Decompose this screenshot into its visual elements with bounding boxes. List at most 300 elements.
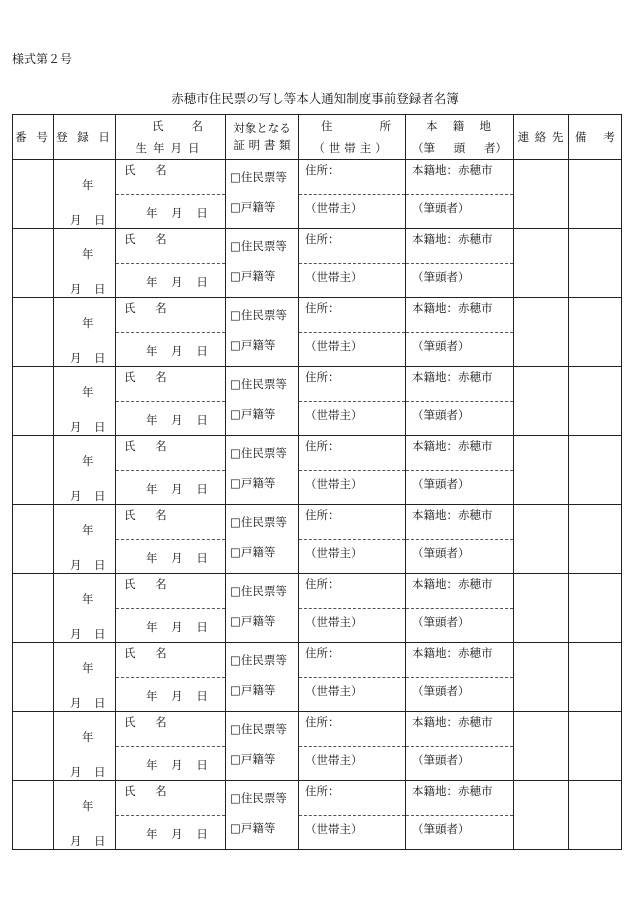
dob-day-label: 日 [196,412,208,427]
honseki-label: 本籍地：赤穂市 [412,232,493,246]
contact-cell[interactable] [514,298,569,367]
remarks-cell[interactable] [569,367,622,436]
dob-month-label: 月 [171,826,183,841]
householder-field[interactable] [299,264,405,298]
dob-day-label: 日 [196,205,208,220]
dob-field[interactable] [116,747,225,781]
dob-month-label: 月 [171,205,183,220]
checkbox-koseki[interactable] [226,470,298,504]
dob-field[interactable] [116,816,225,850]
honseki-label: 本籍地：赤穂市 [412,508,493,522]
name-field[interactable] [116,643,225,678]
header-honseki [406,115,514,160]
checkbox-koseki[interactable] [226,608,298,642]
remarks-cell[interactable] [569,229,622,298]
dob-field[interactable] [116,471,225,505]
number-cell[interactable] [13,505,54,574]
name-dob-cell[interactable] [116,436,226,505]
hittousha-field[interactable] [406,747,513,781]
honseki-field[interactable] [406,367,513,402]
honseki-field[interactable] [406,160,513,195]
checkbox-juminhyo[interactable] [226,643,298,677]
name-dob-cell[interactable] [116,160,226,229]
hittousha-label: （筆頭者） [412,752,470,767]
checkbox-koseki[interactable] [226,263,298,297]
householder-field[interactable] [299,195,405,229]
checkbox-juminhyo-label: □住民票等 [230,377,287,391]
address-label: 住所： [305,370,340,384]
remarks-cell[interactable] [569,643,622,712]
hittousha-field[interactable] [406,402,513,436]
name-label: 氏 名 [124,370,175,384]
address-cell[interactable] [299,712,406,781]
dob-field[interactable] [116,402,225,436]
honseki-cell[interactable] [406,505,514,574]
reg-day-label: 日 [94,696,106,710]
address-field[interactable] [299,643,405,678]
honseki-field[interactable] [406,712,513,747]
number-cell[interactable] [13,643,54,712]
certificate-cell [226,712,299,781]
name-dob-cell[interactable] [116,574,226,643]
address-cell[interactable] [299,229,406,298]
number-cell[interactable] [13,229,54,298]
address-field[interactable] [299,781,405,816]
header-cert-line1: 対象となる [233,120,291,135]
dob-year-label: 年 [146,757,158,772]
honseki-cell[interactable] [406,229,514,298]
address-field[interactable] [299,505,405,540]
dob-month-label: 月 [171,343,183,358]
checkbox-koseki[interactable] [226,539,298,573]
reg-day-label: 日 [94,627,106,641]
reg-day-label: 日 [94,558,106,572]
checkbox-juminhyo[interactable] [226,298,298,332]
name-field[interactable] [116,781,225,816]
householder-field[interactable] [299,678,405,712]
honseki-field[interactable] [406,781,513,816]
name-label: 氏 名 [124,232,175,246]
address-cell[interactable] [299,643,406,712]
householder-field[interactable] [299,609,405,643]
hittousha-label: （筆頭者） [412,545,470,560]
registration-date-cell[interactable] [54,160,116,229]
table-row [13,781,622,850]
honseki-field[interactable] [406,298,513,333]
checkbox-juminhyo[interactable] [226,160,298,194]
table-row [13,712,622,781]
address-label: 住所： [305,646,340,660]
certificate-cell [226,436,299,505]
honseki-cell[interactable] [406,781,514,850]
honseki-field[interactable] [406,229,513,264]
householder-field[interactable] [299,333,405,367]
householder-field[interactable] [299,402,405,436]
remarks-cell[interactable] [569,298,622,367]
honseki-field[interactable] [406,436,513,471]
dob-year-label: 年 [146,412,158,427]
honseki-cell[interactable] [406,367,514,436]
honseki-label: 本籍地：赤穂市 [412,439,493,453]
reg-day-label: 日 [94,489,106,503]
checkbox-juminhyo-label: □住民票等 [230,170,287,184]
reg-year-label: 年 [82,385,94,399]
householder-field[interactable] [299,540,405,574]
header-name-left: 氏 [152,119,164,133]
checkbox-koseki[interactable] [226,332,298,366]
householder-field[interactable] [299,471,405,505]
number-cell[interactable] [13,781,54,850]
certificate-cell [226,574,299,643]
checkbox-juminhyo[interactable] [226,229,298,263]
contact-cell[interactable] [514,574,569,643]
registration-date-cell[interactable] [54,781,116,850]
reg-month-label: 月 [70,696,82,710]
dob-field[interactable] [116,333,225,367]
name-field[interactable] [116,298,225,333]
registration-date-cell[interactable] [54,436,116,505]
address-label: 住所： [305,439,340,453]
certificate-cell [226,229,299,298]
name-dob-cell[interactable] [116,505,226,574]
contact-cell[interactable] [514,436,569,505]
header-remarks [569,115,622,160]
dob-field[interactable] [116,195,225,229]
checkbox-koseki[interactable] [226,677,298,711]
registration-date-cell[interactable] [54,574,116,643]
reg-month-label: 月 [70,351,82,365]
checkbox-juminhyo[interactable] [226,781,298,815]
certificate-cell [226,781,299,850]
certificate-cell [226,643,299,712]
name-field[interactable] [116,436,225,471]
checkbox-juminhyo[interactable] [226,436,298,470]
dob-day-label: 日 [196,481,208,496]
householder-label: （世帯主） [305,821,363,836]
address-cell[interactable] [299,367,406,436]
checkbox-koseki-label: □戸籍等 [230,752,276,766]
header-hittou-2: 頭 [453,141,466,155]
reg-year-label: 年 [82,592,94,606]
reg-month-label: 月 [70,558,82,572]
header-name-right: 名 [191,119,203,133]
address-label: 住所： [305,301,340,315]
reg-month-label: 月 [70,765,82,779]
dob-day-label: 日 [196,343,208,358]
reg-year-label: 年 [82,523,94,537]
name-dob-cell[interactable] [116,643,226,712]
dob-field[interactable] [116,264,225,298]
address-label: 住所： [305,232,340,246]
table-row [13,229,622,298]
header-honseki-1: 本 [426,119,438,133]
reg-day-label: 日 [94,351,106,365]
dob-day-label: 日 [196,826,208,841]
number-cell[interactable] [13,436,54,505]
honseki-label: 本籍地：赤穂市 [412,370,493,384]
honseki-cell[interactable] [406,436,514,505]
hittousha-field[interactable] [406,540,513,574]
number-cell[interactable] [13,160,54,229]
honseki-field[interactable] [406,505,513,540]
checkbox-juminhyo-label: □住民票等 [230,515,287,529]
dob-field[interactable] [116,540,225,574]
address-cell[interactable] [299,574,406,643]
remarks-cell[interactable] [569,781,622,850]
table-row [13,505,622,574]
checkbox-juminhyo-label: □住民票等 [230,791,287,805]
contact-cell[interactable] [514,712,569,781]
registry-table [12,114,622,850]
checkbox-juminhyo[interactable] [226,505,298,539]
hittousha-field[interactable] [406,333,513,367]
hittousha-label: （筆頭者） [412,200,470,215]
header-registration-date: 登 録 日 [54,115,116,160]
certificate-cell [226,505,299,574]
address-field[interactable] [299,436,405,471]
dob-day-label: 日 [196,688,208,703]
honseki-cell[interactable] [406,574,514,643]
dob-day-label: 日 [196,550,208,565]
header-row [13,115,622,160]
header-address [299,115,406,160]
reg-month-label: 月 [70,213,82,227]
address-field[interactable] [299,298,405,333]
reg-year-label: 年 [82,730,94,744]
registration-date-cell[interactable] [54,367,116,436]
reg-day-label: 日 [94,765,106,779]
dob-month-label: 月 [171,550,183,565]
hittousha-field[interactable] [406,264,513,298]
name-label: 氏 名 [124,301,175,315]
dob-year-label: 年 [146,826,158,841]
dob-year-label: 年 [146,343,158,358]
hittousha-field[interactable] [406,816,513,850]
checkbox-koseki[interactable] [226,194,298,228]
dob-month-label: 月 [171,757,183,772]
checkbox-koseki[interactable] [226,746,298,780]
reg-year-label: 年 [82,247,94,261]
householder-field[interactable] [299,816,405,850]
honseki-cell[interactable] [406,643,514,712]
name-dob-cell[interactable] [116,781,226,850]
checkbox-koseki-label: □戸籍等 [230,407,276,421]
form-number: 様式第２号 [12,52,73,66]
dob-day-label: 日 [196,757,208,772]
address-label: 住所： [305,508,340,522]
header-name-dob [116,115,226,160]
number-cell[interactable] [13,574,54,643]
hittousha-field[interactable] [406,471,513,505]
header-hittou-3: 者） [484,141,507,155]
header-householder: （世帯主） [313,141,391,155]
hittousha-label: （筆頭者） [412,821,470,836]
name-field[interactable] [116,229,225,264]
reg-month-label: 月 [70,627,82,641]
checkbox-koseki-label: □戸籍等 [230,683,276,697]
hittousha-label: （筆頭者） [412,407,470,422]
honseki-label: 本籍地：赤穂市 [412,577,493,591]
contact-cell[interactable] [514,367,569,436]
contact-cell[interactable] [514,643,569,712]
name-field[interactable] [116,712,225,747]
hittousha-field[interactable] [406,609,513,643]
certificate-cell [226,367,299,436]
dob-year-label: 年 [146,550,158,565]
address-label: 住所： [305,715,340,729]
address-cell[interactable] [299,436,406,505]
checkbox-juminhyo-label: □住民票等 [230,239,287,253]
honseki-cell[interactable] [406,712,514,781]
householder-label: （世帯主） [305,269,363,284]
name-dob-cell[interactable] [116,712,226,781]
dob-year-label: 年 [146,205,158,220]
address-field[interactable] [299,367,405,402]
address-field[interactable] [299,229,405,264]
certificate-cell [226,160,299,229]
reg-month-label: 月 [70,834,82,848]
dob-month-label: 月 [171,274,183,289]
checkbox-juminhyo-label: □住民票等 [230,722,287,736]
name-field[interactable] [116,160,225,195]
name-dob-cell[interactable] [116,229,226,298]
checkbox-koseki-label: □戸籍等 [230,338,276,352]
dob-month-label: 月 [171,619,183,634]
name-field[interactable] [116,574,225,609]
remarks-cell[interactable] [569,505,622,574]
registration-date-cell[interactable] [54,298,116,367]
householder-label: （世帯主） [305,476,363,491]
table-row [13,160,622,229]
address-cell[interactable] [299,505,406,574]
contact-cell[interactable] [514,505,569,574]
checkbox-juminhyo-label: □住民票等 [230,446,287,460]
name-label: 氏 名 [124,577,175,591]
checkbox-juminhyo[interactable] [226,367,298,401]
hittousha-field[interactable] [406,195,513,229]
address-field[interactable] [299,712,405,747]
remarks-cell[interactable] [569,712,622,781]
name-label: 氏 名 [124,439,175,453]
name-label: 氏 名 [124,715,175,729]
header-address-left: 住 [321,119,333,133]
dob-day-label: 日 [196,274,208,289]
registration-date-cell[interactable] [54,712,116,781]
number-cell[interactable] [13,298,54,367]
honseki-cell[interactable] [406,160,514,229]
number-cell[interactable] [13,367,54,436]
honseki-field[interactable] [406,574,513,609]
dob-year-label: 年 [146,688,158,703]
hittousha-field[interactable] [406,678,513,712]
address-label: 住所： [305,577,340,591]
reg-month-label: 月 [70,489,82,503]
address-cell[interactable] [299,298,406,367]
name-field[interactable] [116,505,225,540]
checkbox-koseki[interactable] [226,401,298,435]
name-label: 氏 名 [124,508,175,522]
name-field[interactable] [116,367,225,402]
reg-day-label: 日 [94,834,106,848]
contact-cell[interactable] [514,160,569,229]
checkbox-juminhyo[interactable] [226,574,298,608]
honseki-field[interactable] [406,643,513,678]
honseki-cell[interactable] [406,298,514,367]
name-dob-cell[interactable] [116,298,226,367]
householder-label: （世帯主） [305,683,363,698]
reg-year-label: 年 [82,178,94,192]
reg-day-label: 日 [94,213,106,227]
checkbox-juminhyo-label: □住民票等 [230,584,287,598]
certificate-cell [226,298,299,367]
contact-cell[interactable] [514,229,569,298]
address-field[interactable] [299,160,405,195]
dob-field[interactable] [116,609,225,643]
header-cert-line2: 証 明 書 類 [233,138,291,152]
checkbox-koseki-label: □戸籍等 [230,269,276,283]
registration-date-cell[interactable] [54,229,116,298]
address-cell[interactable] [299,160,406,229]
reg-day-label: 日 [94,282,106,296]
honseki-label: 本籍地：赤穂市 [412,784,493,798]
checkbox-juminhyo-label: □住民票等 [230,653,287,667]
householder-label: （世帯主） [305,407,363,422]
hittousha-label: （筆頭者） [412,614,470,629]
dob-month-label: 月 [171,688,183,703]
remarks-cell[interactable] [569,436,622,505]
checkbox-koseki-label: □戸籍等 [230,476,276,490]
checkbox-koseki-label: □戸籍等 [230,200,276,214]
contact-cell[interactable] [514,781,569,850]
registration-date-cell[interactable] [54,643,116,712]
checkbox-koseki-label: □戸籍等 [230,614,276,628]
address-field[interactable] [299,574,405,609]
name-label: 氏 名 [124,163,175,177]
hittousha-label: （筆頭者） [412,476,470,491]
reg-month-label: 月 [70,282,82,296]
table-row [13,574,622,643]
honseki-label: 本籍地：赤穂市 [412,715,493,729]
remarks-cell[interactable] [569,160,622,229]
honseki-label: 本籍地：赤穂市 [412,646,493,660]
honseki-label: 本籍地：赤穂市 [412,301,493,315]
name-dob-cell[interactable] [116,367,226,436]
header-hittou-1: （筆 [412,141,435,155]
number-cell[interactable] [13,712,54,781]
dob-year-label: 年 [146,481,158,496]
checkbox-juminhyo-label: □住民票等 [230,308,287,322]
checkbox-koseki[interactable] [226,815,298,849]
header-remarks-left: 備 [575,130,587,144]
reg-year-label: 年 [82,316,94,330]
reg-year-label: 年 [82,799,94,813]
dob-year-label: 年 [146,619,158,634]
registration-date-cell[interactable] [54,505,116,574]
name-label: 氏 名 [124,646,175,660]
dob-field[interactable] [116,678,225,712]
table-row [13,367,622,436]
table-row [13,643,622,712]
table-row [13,436,622,505]
address-cell[interactable] [299,781,406,850]
document-title: 赤穂市住民票の写し等本人通知制度事前登録者名簿 [171,91,459,106]
dob-month-label: 月 [171,412,183,427]
header-honseki-2: 籍 [452,119,465,133]
header-contact: 連 絡 先 [514,115,569,160]
checkbox-juminhyo[interactable] [226,712,298,746]
householder-field[interactable] [299,747,405,781]
remarks-cell[interactable] [569,574,622,643]
